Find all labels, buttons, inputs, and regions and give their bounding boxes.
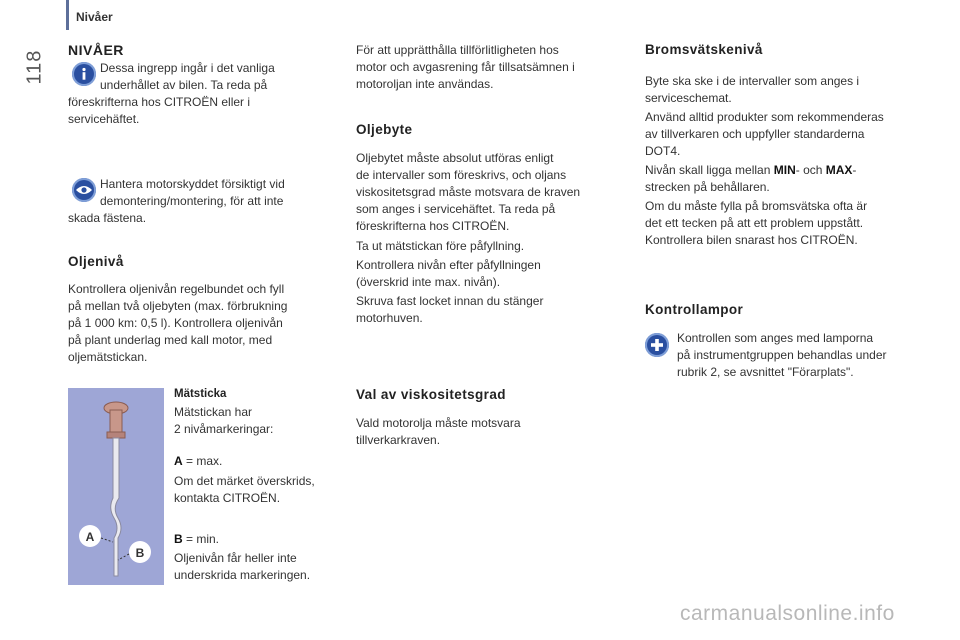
viscosity-heading: Val av viskositetsgrad [356,387,506,402]
info-line-2: underhållet av bilen. Ta reda på [100,78,268,92]
dipstick-illustration [68,388,164,585]
viscosity-line-1: Vald motorolja måste motsvara [356,416,521,430]
watermark: carmanualsonline.info [680,602,895,625]
change-line-9: Skruva fast locket innan du stänger [356,294,544,308]
plus-icon [645,333,669,357]
oil-change-heading: Oljebyte [356,122,413,137]
warning-line-2: demontering/montering, för att inte [100,194,284,208]
mark-a-line-2: kontakta CITROËN. [174,491,281,505]
intro-line-3: motoroljan inte användas. [356,77,494,91]
intro-line-2: motor och avgasrening får tillsatsämnen i [356,60,575,74]
change-line-1: Oljebytet måste absolut utföras enligt [356,151,554,165]
change-line-7: Kontrollera nivån efter påfyllningen [356,258,541,272]
mark-a-row: A = max. [174,454,223,468]
page-title: NIVÅER [68,42,124,58]
change-line-6: Ta ut mätstickan före påfyllning. [356,239,525,253]
page-number: 118 [23,49,46,85]
lamps-line-2: på instrumentgruppen behandlas under [677,348,887,362]
change-line-2: de intervaller som föreskrivs, och oljans [356,168,567,182]
eye-icon [72,178,96,202]
oil-line-2: på mellan två oljebyten (max. förbrukning [68,299,288,313]
oil-line-3: på 1 000 km: 0,5 l). Kontrollera oljenivån [68,316,283,330]
brake-line-6: Nivån skall ligga mellan MIN- och MAX- [645,163,857,177]
header-accent-bar [66,0,69,30]
intro-line-1: För att upprätthålla tillförlitligheten hos [356,43,559,57]
dipstick-line-2: 2 nivåmarkeringar: [174,422,274,436]
oil-line-1: Kontrollera oljenivån regelbundet och fyll [68,282,285,296]
change-line-8: (överskrid inte max. nivån). [356,275,501,289]
figure-label-b: B [135,546,145,560]
mark-b-row: B = min. [174,532,220,546]
brake-line-10: Kontrollera bilen snarast hos CITROËN. [645,233,858,247]
warning-line-3: skada fästena. [68,211,147,225]
brake-line-9: det ett tecken på att ett problem uppstått. [645,216,864,230]
oil-line-4: på plant underlag med kall motor, med [68,333,273,347]
info-icon [72,62,96,86]
lamps-line-1: Kontrollen som anges med lamporna [677,331,874,345]
info-line-4: servicehäftet. [68,112,140,126]
change-line-4: som anges i servicehäftet. Ta reda på [356,202,556,216]
brake-line-3: Använd alltid produkter som rekommenderas [645,110,884,124]
section-header: Nivåer [76,10,113,24]
mark-b-line-2: underskrida markeringen. [174,568,311,582]
warning-line-1: Hantera motorskyddet försiktigt vid [100,177,285,191]
info-line-1: Dessa ingrepp ingår i det vanliga [100,61,275,75]
mark-b-line-1: Oljenivån får heller inte [174,551,297,565]
change-line-5: föreskrifterna hos CITROËN. [356,219,510,233]
lamps-line-3: rubrik 2, se avsnittet "Förarplats". [677,365,854,379]
brake-line-7: strecken på behållaren. [645,180,770,194]
brake-line-4: av tillverkaren och uppfyller standarderna [645,127,865,141]
brake-line-2: serviceschemat. [645,91,732,105]
mark-a-line-1: Om det märket överskrids, [174,474,315,488]
figure-label-a: A [85,530,95,544]
brake-fluid-heading: Bromsvätskenivå [645,42,763,57]
change-line-10: motorhuven. [356,311,423,325]
change-line-3: viskositetsgrad måste motsvara de kraven [356,185,581,199]
dipstick-line-1: Mätstickan har [174,405,253,419]
brake-line-5: DOT4. [645,144,681,158]
brake-line-8: Om du måste fylla på bromsvätska ofta är [645,199,868,213]
info-line-3: föreskrifterna hos CITROËN eller i [68,95,251,109]
dipstick-heading: Mätsticka [174,388,227,400]
brake-line-1: Byte ska ske i de intervaller som anges i [645,74,860,88]
warning-lamps-heading: Kontrollampor [645,302,744,317]
oil-line-5: oljemätstickan. [68,350,148,364]
viscosity-line-2: tillverkarkraven. [356,433,441,447]
oil-level-heading: Oljenivå [68,254,124,269]
